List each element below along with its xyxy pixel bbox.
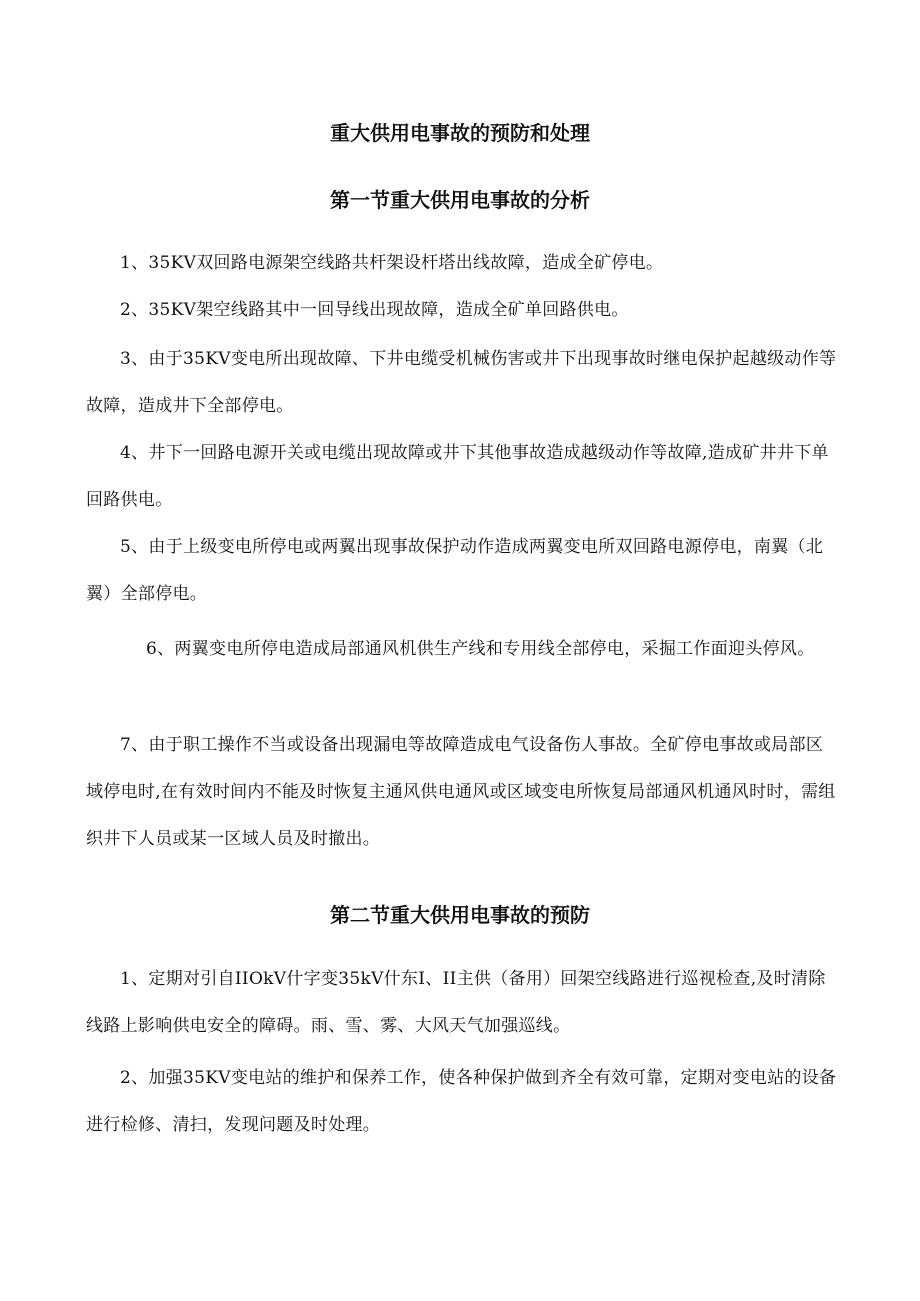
- section-1-item-2: 2、35KV架空线路其中一回导线出现故障，造成全矿单回路供电。: [120, 300, 629, 320]
- section-1-item-3: 3、由于35KV变电所出现故障、下井电缆受机械伤害或井下出现事故时继电保护起越级动作等故障，造成井下全部停电。: [86, 349, 837, 416]
- section-2-item-2: 2、加强35KV变电站的维护和保养工作，使各种保护做到齐全有效可靠，定期对变电站的设备进行检修、清扫，发现问题及时处理。: [86, 1068, 837, 1135]
- section-1-item-7: 7、由于职工操作不当或设备出现漏电等故障造成电气设备伤人事故。全矿停电事故或局部区域停电时,在有效时间内不能及时恢复主通风供电通风或区域变电所恢复局部通风机通风时时，需组织井下人员或某一区域人员及时撤出。: [86, 735, 836, 849]
- section-2-item-1: 1、定期对引自IIOkV什字变35kV什东I、II主供（备用）回架空线路进行巡视检查,及时清除线路上影响供电安全的障碍。雨、雪、雾、大风天气加强巡线。: [86, 969, 826, 1036]
- document-title: 重大供用电事故的预防和处理: [330, 121, 590, 145]
- section-1-heading: 第一节重大供用电事故的分析: [330, 188, 590, 212]
- section-2-heading: 第二节重大供用电事故的预防: [330, 903, 590, 927]
- section-1-item-5: 5、由于上级变电所停电或两翼出现事故保护动作造成两翼变电所双回路电源停电，南翼（北翼）全部停电。: [86, 537, 824, 604]
- section-1-item-4: 4、井下一回路电源开关或电缆出现故障或井下其他事故造成越级动作等故障,造成矿井井下单回路供电。: [86, 443, 829, 510]
- section-1-item-1: 1、35KV双回路电源架空线路共杆架设杆塔出线故障，造成全矿停电。: [120, 253, 664, 273]
- section-1-item-6: 6、两翼变电所停电造成局部通风机供生产线和专用线全部停电，采掘工作面迎头停风。: [146, 639, 815, 659]
